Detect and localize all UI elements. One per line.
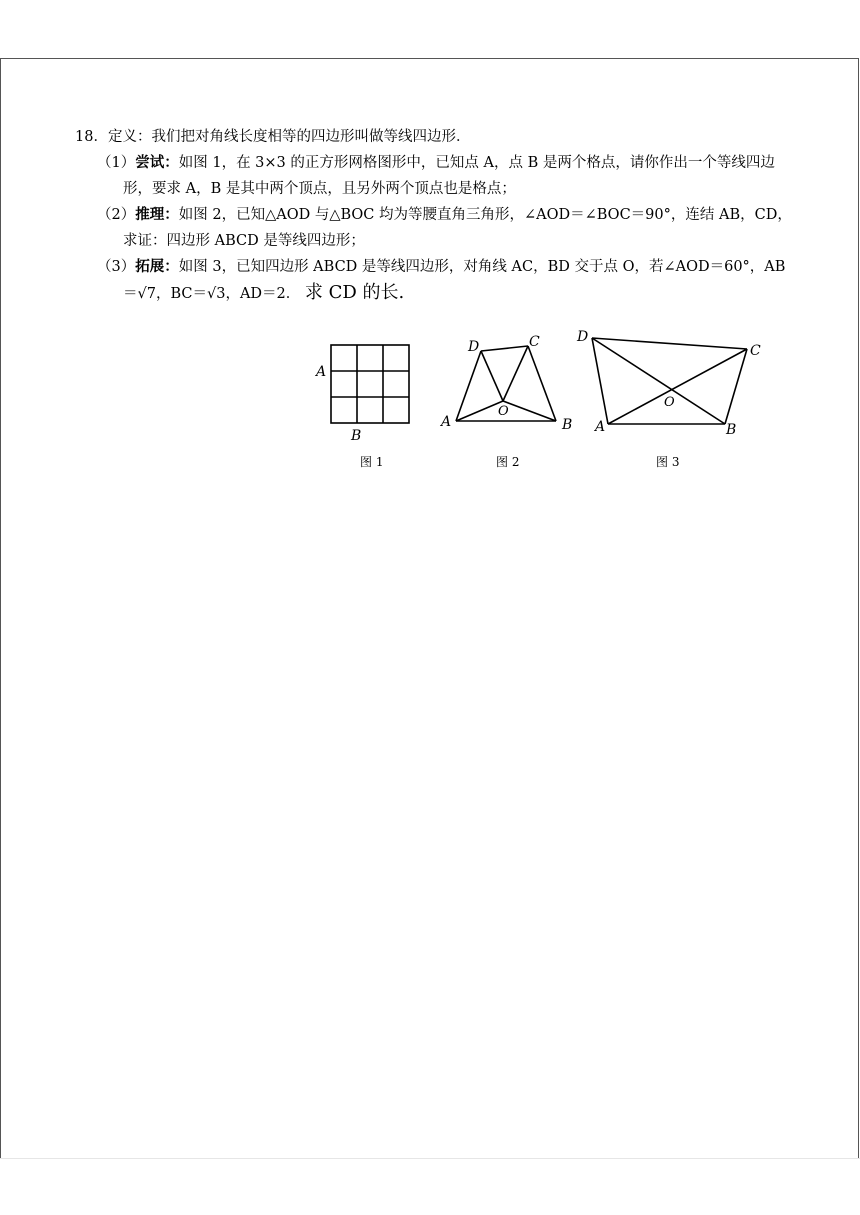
- segment-cd: [592, 338, 747, 349]
- fig2-label-c: C: [529, 334, 540, 350]
- definition-text: 定义：我们把对角线长度相等的四边形叫做等线四边形．: [107, 129, 471, 145]
- part1-number: （1）: [97, 155, 136, 171]
- segment-da: [592, 338, 608, 424]
- segment-bc: [725, 349, 747, 424]
- segment-ad: [456, 351, 481, 421]
- fig1-label-a: A: [316, 364, 327, 380]
- fig3-label-d: D: [577, 329, 589, 345]
- fig3-label-c: C: [750, 343, 761, 359]
- segment-co: [503, 346, 528, 401]
- segment-do: [481, 351, 503, 401]
- part3-number: （3）: [97, 259, 136, 275]
- fig1-caption: 图 1: [360, 455, 384, 469]
- segment-cb: [528, 346, 556, 421]
- segment-bo: [503, 401, 556, 421]
- diagonal-bd: [592, 338, 725, 424]
- diagonal-ac: [608, 349, 747, 424]
- part1-text1: 如图 1，在 3×3 的正方形网格图形中，已知点 A，点 B 是两个格点，请你作出一个等线四边: [178, 155, 775, 171]
- fig2-label-d: D: [468, 339, 480, 355]
- part3-text1: 如图 3，已知四边形 ABCD 是等线四边形，对角线 AC，BD 交于点 O，若∠AOD＝60°，AB: [178, 259, 786, 275]
- part2-text1: 如图 2，已知△AOD 与△BOC 均为等腰直角三角形，∠AOD＝∠BOC＝90°，连结 AB，CD，: [178, 207, 792, 223]
- fig2-label-b: B: [562, 417, 573, 433]
- part3-text2a: ＝√7，BC＝√3，AD＝2．: [123, 286, 301, 302]
- fig2-label-a: A: [441, 414, 452, 430]
- part1-text2: 形，要求 A，B 是其中两个顶点，且另外两个顶点也是格点；: [123, 181, 516, 197]
- part2-text2: 求证：四边形 ABCD 是等线四边形；: [123, 233, 365, 249]
- part2-number: （2）: [97, 207, 136, 223]
- fig3-caption: 图 3: [656, 455, 680, 469]
- fig2-caption: 图 2: [496, 455, 520, 469]
- fig3-label-b: B: [726, 422, 737, 438]
- grid-border: [331, 345, 409, 423]
- problem-number: 18．: [75, 129, 108, 145]
- fig3-label-a: A: [595, 419, 606, 435]
- fig1-label-b: B: [351, 428, 362, 444]
- part2-label: 推理：: [135, 206, 179, 223]
- figure-3: [592, 338, 747, 424]
- part3-text2b: 求 CD 的长.: [304, 282, 405, 303]
- part3-label: 拓展：: [135, 258, 179, 275]
- fig2-label-o: O: [498, 404, 509, 419]
- segment-ao: [456, 401, 503, 421]
- segment-dc: [481, 346, 528, 351]
- part1-label: 尝试：: [135, 154, 179, 171]
- fig3-label-o: O: [664, 395, 675, 410]
- figure-1: [331, 345, 409, 423]
